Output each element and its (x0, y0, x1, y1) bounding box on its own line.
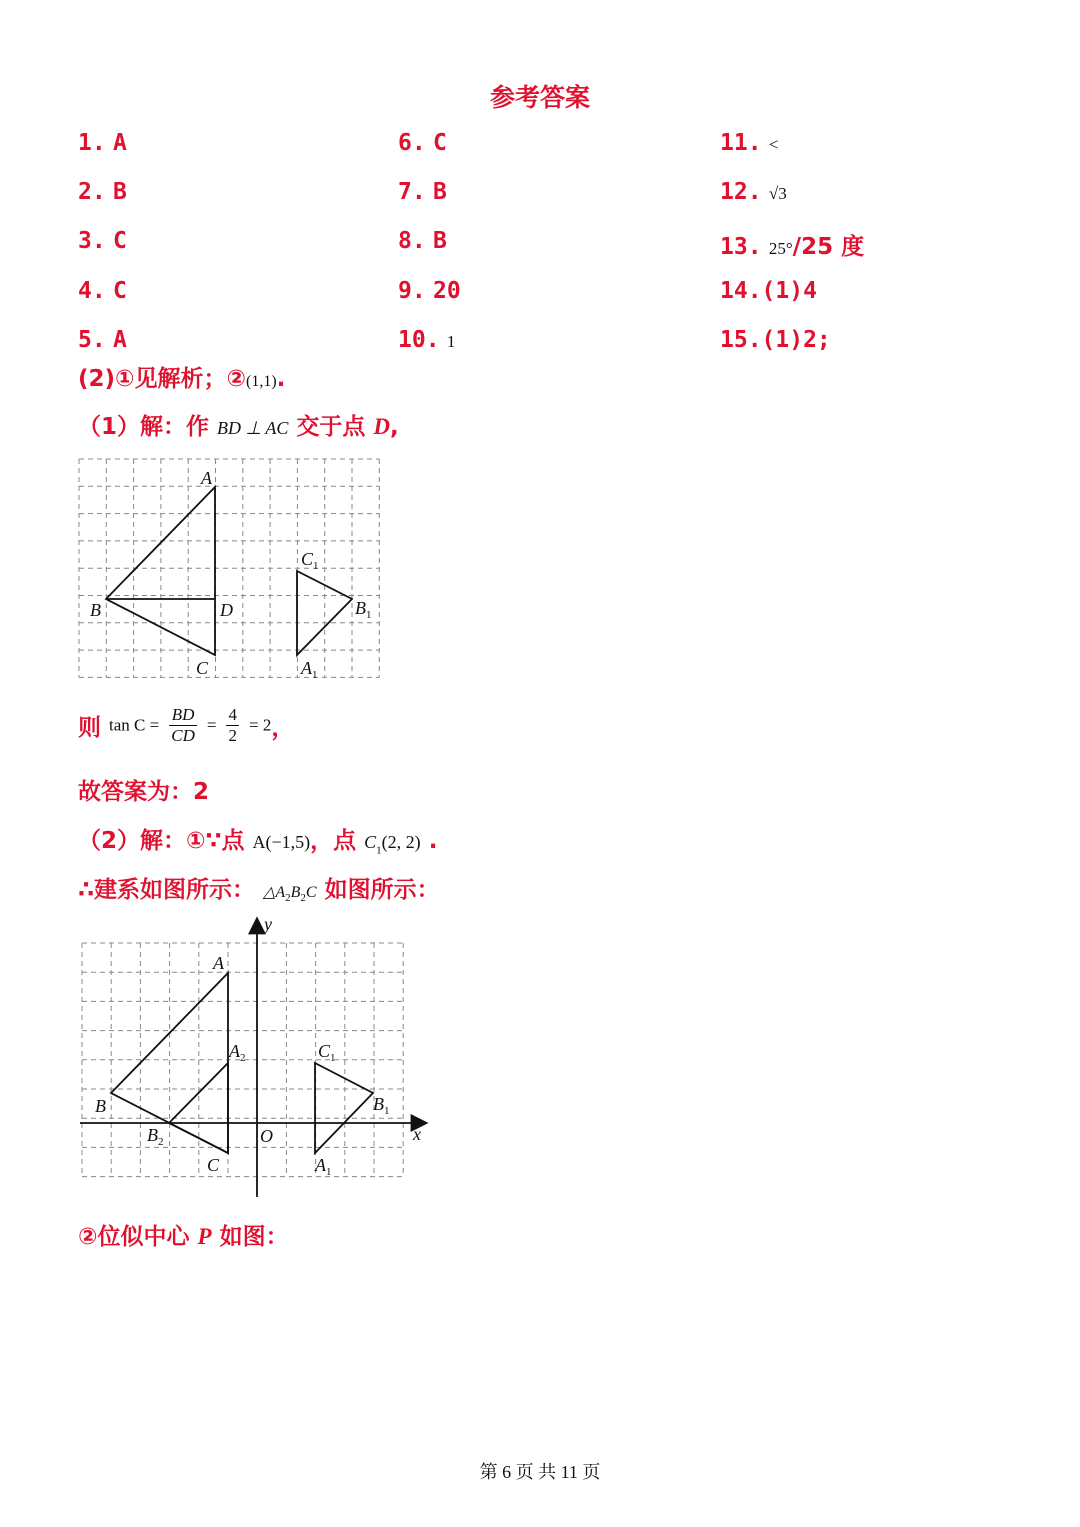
label-a1: $A_1$ (315, 1155, 332, 1178)
answer-8: 8. B (398, 228, 447, 254)
label-a: A (201, 468, 212, 488)
answer-7: 7. B (398, 179, 447, 205)
line-tan: 则 tan C = $\frac{BD}{CD}$ = $\frac{4}{2}$ = 2， (78, 705, 295, 745)
label-y: y (264, 914, 272, 934)
line-center: ②位似中心 P 如图： (78, 1224, 289, 1250)
answer-1: 1. A (78, 130, 127, 156)
triangle-a1b1c1 (315, 1063, 373, 1153)
page-title: 参考答案 (489, 83, 590, 112)
answer-3: 3. C (78, 228, 127, 254)
line-system: ∴建系如图所示： $\triangle A_2B_2C$ 如图所示： (78, 877, 440, 905)
label-c1: $C_1$ (301, 549, 319, 572)
answer-9: 9. 20 (398, 278, 461, 304)
label-a1: $A_1$ (301, 658, 318, 681)
fraction-4-2: $\frac{4}{2}$ (228, 705, 237, 745)
label-b2: $B_2$ (147, 1125, 164, 1148)
label-b: B (90, 600, 101, 620)
label-c1: $C_1$ (318, 1041, 336, 1064)
answer-15: 15.(1)2; (720, 327, 831, 353)
page-footer: 第 6 页 共 11 页 (479, 1462, 601, 1482)
line-part2: (2)①见解析；②(1,1). (78, 366, 286, 392)
label-x: x (413, 1124, 421, 1144)
label-b1: $B_1$ (355, 598, 372, 621)
figure-1-grid (79, 459, 379, 677)
answer-4: 4. C (78, 278, 127, 304)
answer-2: 2. B (78, 179, 127, 205)
answer-10: 10. 1 (398, 327, 456, 353)
figure-2 (70, 912, 440, 1202)
label-c: C (207, 1155, 220, 1175)
line-solution-2: （2）解：①∵点 A(−1,5)，点 $C_1(2$, 2) . (78, 828, 438, 857)
answer-14: 14.(1)4 (720, 278, 817, 304)
line-answer: 故答案为：2 (78, 779, 210, 805)
answer-12: 12. √3 (720, 179, 787, 205)
answer-5: 5. A (78, 327, 127, 353)
answer-11: 11. < (720, 130, 779, 156)
label-d: D (220, 600, 233, 620)
label-b1: $B_1$ (373, 1094, 390, 1117)
label-b: B (95, 1096, 106, 1116)
label-a: A (213, 953, 224, 973)
label-origin: O (260, 1126, 273, 1146)
fraction-bd-cd: $\frac{BD}{CD}$ (171, 705, 195, 745)
line-solution-1: （1）解：作 BD ⊥ AC 交于点 D, (78, 414, 399, 440)
label-a2: $A_2$ (229, 1041, 246, 1064)
answer-6: 6. C (398, 130, 447, 156)
figure-1 (70, 452, 390, 692)
label-c: C (196, 658, 209, 678)
answer-13: 13. 25°/25 度 (720, 234, 865, 260)
